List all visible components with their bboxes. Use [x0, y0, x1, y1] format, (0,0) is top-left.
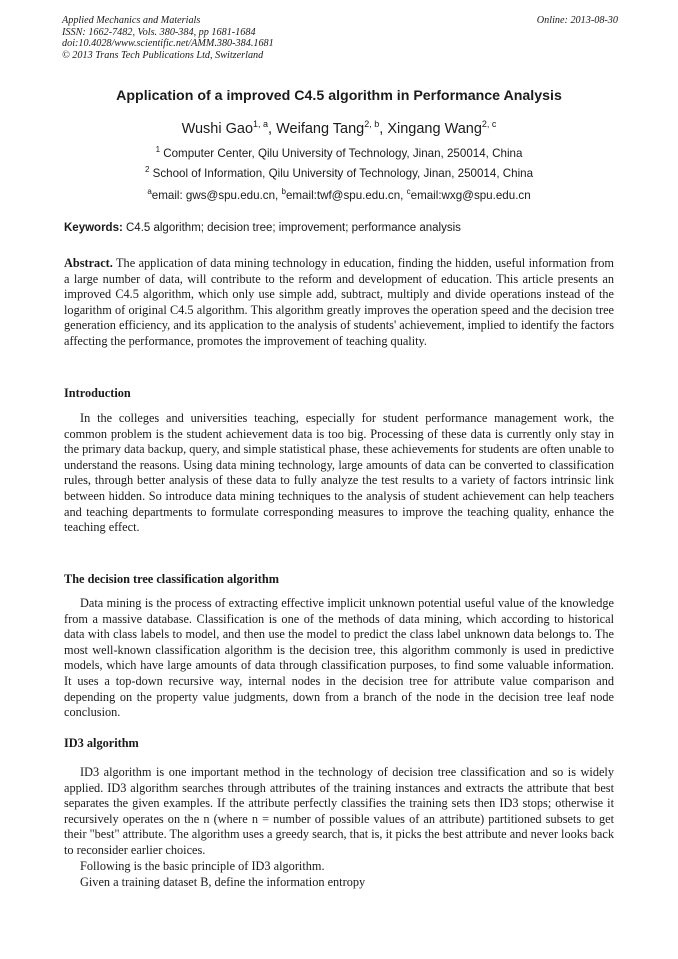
author-sep: ,	[379, 120, 388, 137]
keywords	[64, 222, 620, 234]
affiliation-text: Computer Center, Qilu University of Technology, Jinan, 250014, China	[160, 146, 523, 160]
id3-paragraph: ID3 algorithm is one important method in the technology of decision tree classification and so is widely applied. ID3 algorithm searches through attributes of the training instances and extracts the attribute that best separates the given examples. If the attribute perfectly classifies the training sets then ID3 stops; otherwise it recursively operates on the n (where n = number of possible values of an attribute) partitioned subsets to get their "best" attribute. The algorithm uses a greedy search, that is, it picks the best attribute and never looks back to reconsider earlier choices.	[64, 765, 614, 857]
email-sup: c	[406, 187, 411, 196]
email-text: email:twf@spu.edu.cn,	[285, 188, 407, 202]
decision-tree-paragraph: Data mining is the process of extracting effective implicit unknown potential useful value of the knowledge from a massive database. Classification is one of the methods of data mining, which according to historical data with class labels to model, and then use the model to predict the class label unknown data belongs to. The most well-known classification algorithm is the decision tree, this algorithm commonly is used in predictive models, which have large amounts of data through classification purposes, to find some valuable information. It uses a top-down recursive way, internal nodes in the decision tree for attribute value comparison and depending on the property value judgments, down from a branch of the node in the decision tree leaf node conclusion.	[64, 596, 614, 720]
id3-following-line: Following is the basic principle of ID3 algorithm.	[80, 859, 325, 873]
author-sep: ,	[268, 120, 277, 137]
author-name: Weifang Tang	[276, 120, 365, 137]
author-name: Wushi Gao	[181, 120, 254, 137]
affiliation-sup: 2	[144, 165, 150, 174]
section-heading-introduction: Introduction	[64, 386, 131, 400]
journal-name: Applied Mechanics and Materials	[62, 15, 201, 26]
affiliation-1	[40, 145, 638, 160]
journal-doi: doi:10.4028/www.scientific.net/AMM.380-384.1681	[62, 38, 274, 49]
journal-info	[62, 15, 618, 61]
abstract-label: Abstract.	[64, 256, 113, 270]
introduction-paragraph: In the colleges and universities teaching, especially for student performance management work, the common problem is the student achievement data is too big. Processing of these data is currently only stay in the primary data backup, query, and simple statistical phase, these achievements for students are often unable to understand the reasons. Using data mining technology, large amounts of data can be converted to classification rules, through better analysis of these data to fully analyze the test results to a variety of factors intrinsic link between hidden. So introduce data mining techniques to the analysis of student achievement can help teachers and teaching departments to formulate corresponding measures to improve the teaching quality, enhance the teaching effect.	[64, 411, 614, 535]
author	[276, 121, 387, 137]
author-list	[40, 119, 638, 137]
email-text: email:wxg@spu.edu.cn	[410, 188, 531, 202]
affiliation-text: School of Information, Qilu University of Technology, Jinan, 250014, China	[149, 166, 534, 180]
affiliation-2	[40, 165, 638, 180]
author	[387, 121, 496, 137]
author-name: Xingang Wang	[387, 120, 482, 137]
id3-entropy-line: Given a training dataset B, define the information entropy	[80, 875, 366, 889]
affiliation-sup: 1	[155, 145, 161, 154]
author-sup: 2, b	[364, 119, 380, 129]
abstract-text: The application of data mining technology in education, finding the hidden, useful information from a large number of data, will contribute to the reform and development of education. This article presents an improved C4.5 algorithm, which only use simple add, subtract, multiply and divide operations instead of the logarithm of original C4.5 algorithm. This algorithm greatly improves the operation speed and the decision tree generation efficiency, and its application to the analysis of students' achievement, implied to identify the factors affecting the performance, promotes the improvement of teaching quality.	[64, 256, 614, 348]
paper-title: Application of a improved C4.5 algorithm in Performance Analysis	[116, 88, 562, 104]
journal-header	[62, 15, 618, 61]
email-sup: a	[147, 187, 152, 196]
keywords-text: C4.5 algorithm; decision tree; improvement; performance analysis	[122, 222, 461, 234]
email-list	[40, 187, 638, 202]
journal-issn: ISSN: 1662-7482, Vols. 380-384, pp 1681-1684	[62, 26, 256, 38]
email-sup: b	[281, 187, 286, 196]
abstract	[64, 256, 614, 350]
keywords-label: Keywords:	[64, 222, 123, 234]
online-date: Online: 2013-08-30	[536, 15, 618, 26]
section-heading-decision-tree: The decision tree classification algorithm	[64, 572, 279, 586]
author-sup: 2, c	[481, 119, 497, 129]
section-heading-id3: ID3 algorithm	[64, 736, 139, 750]
journal-copyright: © 2013 Trans Tech Publications Ltd, Switzerland	[62, 49, 264, 61]
email-text: email: gws@spu.edu.cn,	[151, 188, 282, 202]
author	[182, 121, 277, 137]
author-sup: 1, a	[253, 119, 269, 129]
